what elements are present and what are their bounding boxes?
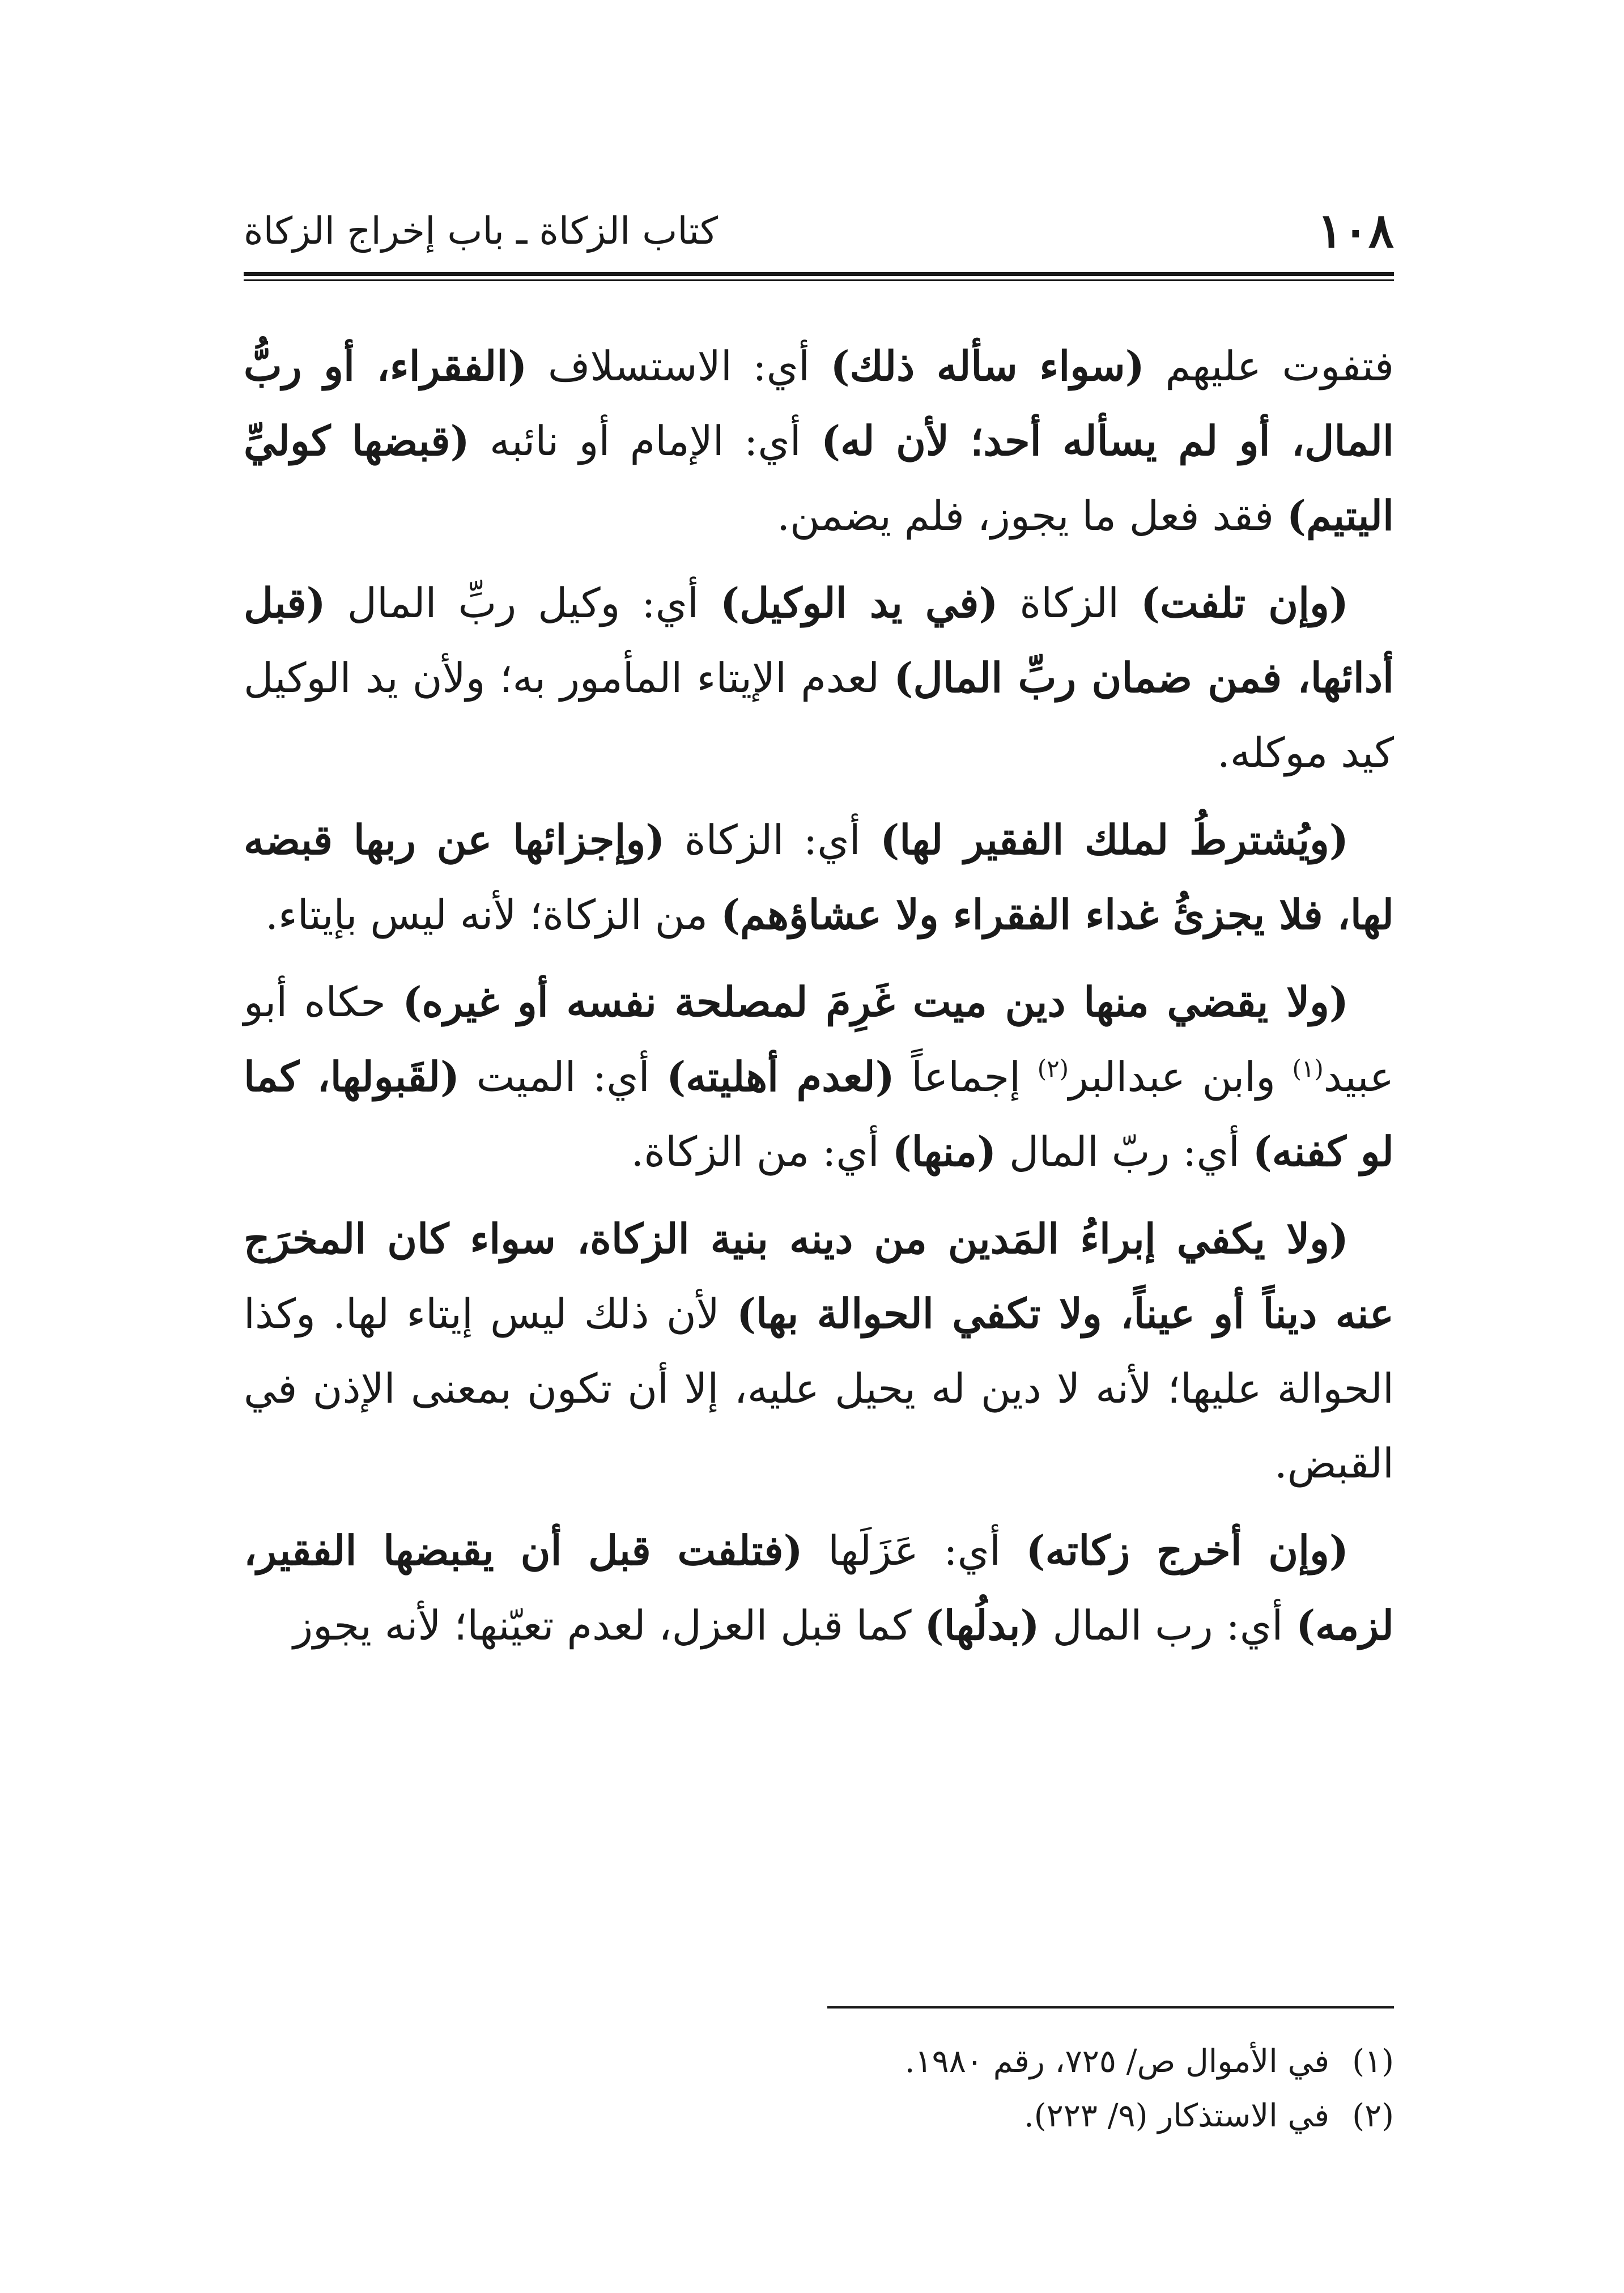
bold-run: (لعدم أهليته) xyxy=(666,1052,895,1101)
text-run: لأن ذلك ليس إيتاء لها. وكذا الحوالة عليها؛ لأنه لا دين له يحيل عليه، إلا أن تكون بمعنى الإذن في القبض. xyxy=(244,1290,1394,1487)
paragraph-1 xyxy=(244,329,1394,553)
text-run: لعدم الإيتاء المأمور به؛ ولأن يد الوكيل كيد موكله. xyxy=(244,654,1394,776)
text-run: الزكاة xyxy=(998,579,1141,627)
text-run: أي: من الزكاة. xyxy=(631,1128,892,1175)
bold-run: (وإجزائها عن ربها قبضه لها، فلا يجزئُ غداء الفقراء ولا عشاؤهم) xyxy=(244,816,1394,939)
bold-run: (ولا يقضي منها دين ميت غَرِمَ لمصلحة نفسه أو غيره) xyxy=(402,978,1349,1026)
main-text xyxy=(244,329,1394,1675)
footnote-marker: (١) xyxy=(1352,2043,1394,2080)
text-run: إجماعاً xyxy=(894,1053,1038,1101)
text-run: أي: الزكاة xyxy=(665,816,881,864)
paragraph-4 xyxy=(244,965,1394,1189)
text-run: أي: وكيل ربِّ المال xyxy=(325,579,721,627)
footnote-ref-1[interactable]: (١) xyxy=(1292,1055,1324,1082)
header-divider xyxy=(244,272,1394,281)
footnote-divider xyxy=(827,2006,1394,2009)
paragraph-5 xyxy=(244,1201,1394,1501)
running-title: كتاب الزكاة ـ باب إخراج الزكاة xyxy=(244,209,718,253)
text-run: أي: الاستسلاف xyxy=(527,342,831,390)
footnote-marker: (٢) xyxy=(1352,2097,1394,2134)
text-run: من الزكاة؛ لأنه ليس بإيتاء. xyxy=(265,891,721,939)
bold-run: (بدلُها) xyxy=(924,1601,1040,1649)
text-run: فقد فعل ما يجوز، فلم يضمن. xyxy=(777,492,1287,540)
footnote-text: في الأموال ص/ ٧٢٥، رقم ١٩٨٠. xyxy=(904,2043,1329,2080)
page-number: ١٠٨ xyxy=(1317,202,1394,258)
text-run: حكاه أبو عبيد xyxy=(244,978,1394,1101)
bold-run: (ويُشترطُ لملك الفقير لها) xyxy=(880,816,1349,864)
text-run: أي: رب المال xyxy=(1039,1602,1296,1649)
bold-run: (الفقراء، أو ربُّ المال، أو لم يسأله أحد؛ لأن له) xyxy=(244,342,1394,465)
bold-run: (منها) xyxy=(892,1127,997,1175)
bold-run: (قبضها كوليِّ اليتيم) xyxy=(244,417,1394,540)
footnote-1 xyxy=(244,2035,1394,2089)
text-run: أي: ربّ المال xyxy=(996,1128,1253,1175)
text-run: وابن عبدالبر xyxy=(1069,1053,1293,1101)
bold-run: (وإن تلفت) xyxy=(1141,579,1349,627)
text-run: كما قبل العزل، لعدم تعيّنها؛ لأنه يجوز xyxy=(293,1602,925,1649)
bold-run: (ولا يكفي إبراءُ المَدين من دينه بنية الزكاة، سواء كان المخرَج عنه ديناً أو عيناً، ولا تكفي الحوالة بها) xyxy=(244,1215,1394,1337)
text-run: أي: الميت xyxy=(460,1053,667,1101)
bold-run: (وإن أخرج زكاته) xyxy=(1026,1526,1349,1574)
footnotes xyxy=(244,2035,1394,2143)
bold-run: (قبل أدائها، فمن ضمان ربِّ المال) xyxy=(244,579,1394,702)
bold-run: (في يد الوكيل) xyxy=(720,579,998,627)
text-run: أي: عَزَلَها xyxy=(802,1527,1026,1574)
footnote-ref-2[interactable]: (٢) xyxy=(1037,1055,1069,1082)
footnote-2 xyxy=(244,2089,1394,2143)
text-run: أي: الإمام أو نائبه xyxy=(469,417,822,465)
paragraph-3 xyxy=(244,802,1394,952)
text-run: فتفوت عليهم xyxy=(1144,342,1395,390)
paragraph-2 xyxy=(244,566,1394,790)
paragraph-6 xyxy=(244,1513,1394,1663)
bold-run: (فتلفت قبل أن يقبضها الفقير، لزمه) xyxy=(244,1526,1394,1649)
page-header xyxy=(244,196,1394,269)
footnote-text: في الاستذكار (٩/ ٢٢٣). xyxy=(1023,2097,1329,2134)
bold-run: (لقَبولها، كما لو كفنه) xyxy=(244,1052,1394,1175)
bold-run: (سواء سأله ذلك) xyxy=(830,342,1145,390)
